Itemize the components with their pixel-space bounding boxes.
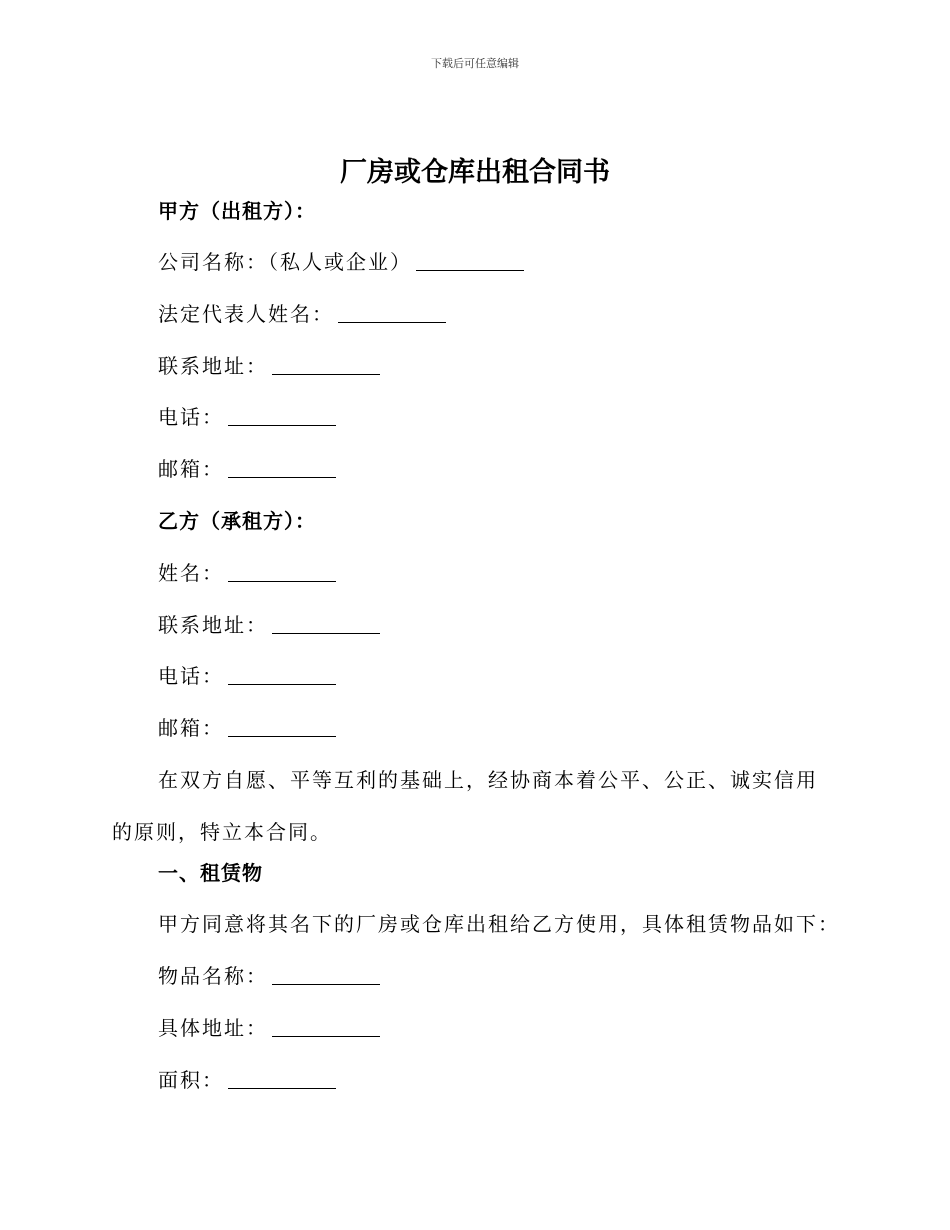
party-b-email-label: 邮箱： [158, 716, 224, 740]
party-b-address-blank[interactable] [272, 613, 380, 634]
party-a-rep-label: 法定代表人姓名： [158, 302, 334, 326]
header-note: 下载后可任意编辑 [431, 57, 519, 70]
party-b-address-line [158, 611, 380, 639]
party-a-email-line [158, 455, 336, 483]
section1-description: 甲方同意将其名下的厂房或仓库出租给乙方使用，具体租赁物品如下： [158, 912, 840, 936]
party-b-phone-label: 电话： [158, 664, 224, 688]
party-b-email-blank[interactable] [228, 716, 336, 737]
party-a-company-line [158, 248, 524, 276]
section1-heading: 一、租赁物 [158, 861, 263, 885]
party-a-phone-blank[interactable] [228, 405, 336, 426]
area-label: 面积： [158, 1068, 224, 1092]
party-b-email-line [158, 714, 336, 742]
party-b-name-blank[interactable] [228, 561, 336, 582]
party-b-heading: 乙方（承租方）： [158, 509, 316, 533]
item-address-blank[interactable] [272, 1016, 380, 1037]
item-name-blank[interactable] [272, 964, 380, 985]
party-b-name-label: 姓名： [158, 561, 224, 585]
area-blank[interactable] [228, 1068, 336, 1089]
party-a-address-line [158, 352, 380, 380]
document-title: 厂房或仓库出租合同书 [340, 157, 610, 188]
party-a-rep-line [158, 300, 446, 328]
party-a-address-blank[interactable] [272, 354, 380, 375]
party-a-company-label: 公司名称：（私人或企业） [158, 250, 412, 274]
party-a-heading: 甲方（出租方）： [158, 199, 316, 223]
item-address-line [158, 1014, 380, 1042]
area-line [158, 1066, 336, 1094]
party-a-company-blank[interactable] [416, 250, 524, 271]
item-name-label: 物品名称： [158, 964, 268, 988]
item-name-line [158, 962, 380, 990]
party-b-phone-line [158, 662, 336, 690]
party-b-phone-blank[interactable] [228, 664, 336, 685]
party-a-email-blank[interactable] [228, 457, 336, 478]
item-address-label: 具体地址： [158, 1016, 268, 1040]
party-a-phone-line [158, 403, 336, 431]
party-a-rep-blank[interactable] [338, 302, 446, 323]
party-a-email-label: 邮箱： [158, 457, 224, 481]
party-b-address-label: 联系地址： [158, 613, 268, 637]
party-b-name-line [158, 559, 336, 587]
party-a-phone-label: 电话： [158, 405, 224, 429]
intro-paragraph: 在双方自愿、平等互利的基础上，经协商本着公平、公正、诚实信用的原则，特立本合同。 [112, 768, 818, 844]
party-a-address-label: 联系地址： [158, 354, 268, 378]
